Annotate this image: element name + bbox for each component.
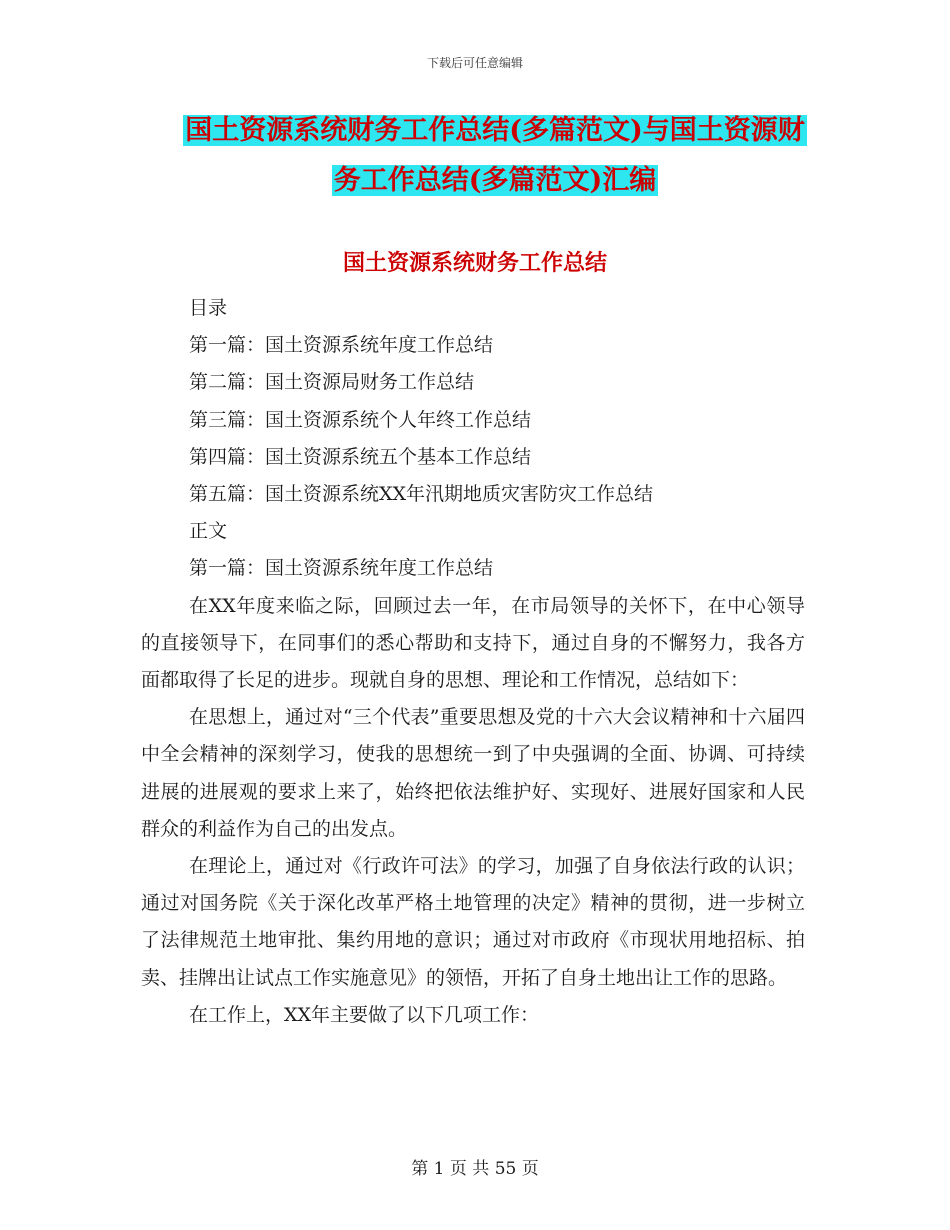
paragraph: 在思想上，通过对“三个代表”重要思想及党的十六大会议精神和十六届四中全会精神的深刻学习，使我的思想统一到了中央强调的全面、协调、可持续进展的进展观的要求上来了，始终把依法维护好、实现好、进展好国家和人民群众的利益作为自己的出发点。 xyxy=(141,706,805,840)
page-footer: 第 1 页 共 55 页 xyxy=(411,1159,539,1179)
toc-item: 第四篇：国土资源系统五个基本工作总结 xyxy=(189,445,532,468)
body-subheading: 第一篇：国土资源系统年度工作总结 xyxy=(189,557,494,580)
paragraph: 在XX年度来临之际，回顾过去一年，在市局领导的关怀下，在中心领导的直接领导下，在同事们的悉心帮助和支持下，通过自身的不懈努力，我各方面都取得了长足的进步。现就自身的思想、理论和工作情况，总结如下： xyxy=(141,594,805,692)
paragraph: 在理论上，通过对《行政许可法》的学习，加强了自身依法行政的认识；通过对国务院《关于深化改革严格土地管理的决定》精神的贯彻，进一步树立了法律规范土地审批、集约用地的意识；通过对市政府《市现状用地招标、拍卖、挂牌出让试点工作实施意见》的领悟，开拓了自身土地出让工作的思路。 xyxy=(141,855,805,989)
toc-heading: 目录 xyxy=(189,297,228,319)
toc-item: 第五篇：国土资源系统XX年汛期地质灾害防灾工作总结 xyxy=(189,483,654,506)
toc-item: 第二篇：国土资源局财务工作总结 xyxy=(189,371,475,394)
body-heading: 正文 xyxy=(189,520,228,543)
document-title xyxy=(150,106,840,206)
document-body xyxy=(141,290,805,1034)
toc-item: 第三篇：国土资源系统个人年终工作总结 xyxy=(189,408,532,431)
section-title: 国土资源系统财务工作总结 xyxy=(342,250,607,276)
toc-item: 第一篇：国土资源系统年度工作总结 xyxy=(189,334,494,357)
title-line-1: 国土资源系统财务工作总结(多篇范文)与国土资源财 xyxy=(185,115,805,146)
paragraph: 在工作上，XX年主要做了以下几项工作： xyxy=(189,1003,540,1026)
header-note: 下载后可任意编辑 xyxy=(426,56,523,70)
title-line-2: 务工作总结(多篇范文)汇编 xyxy=(333,165,657,196)
